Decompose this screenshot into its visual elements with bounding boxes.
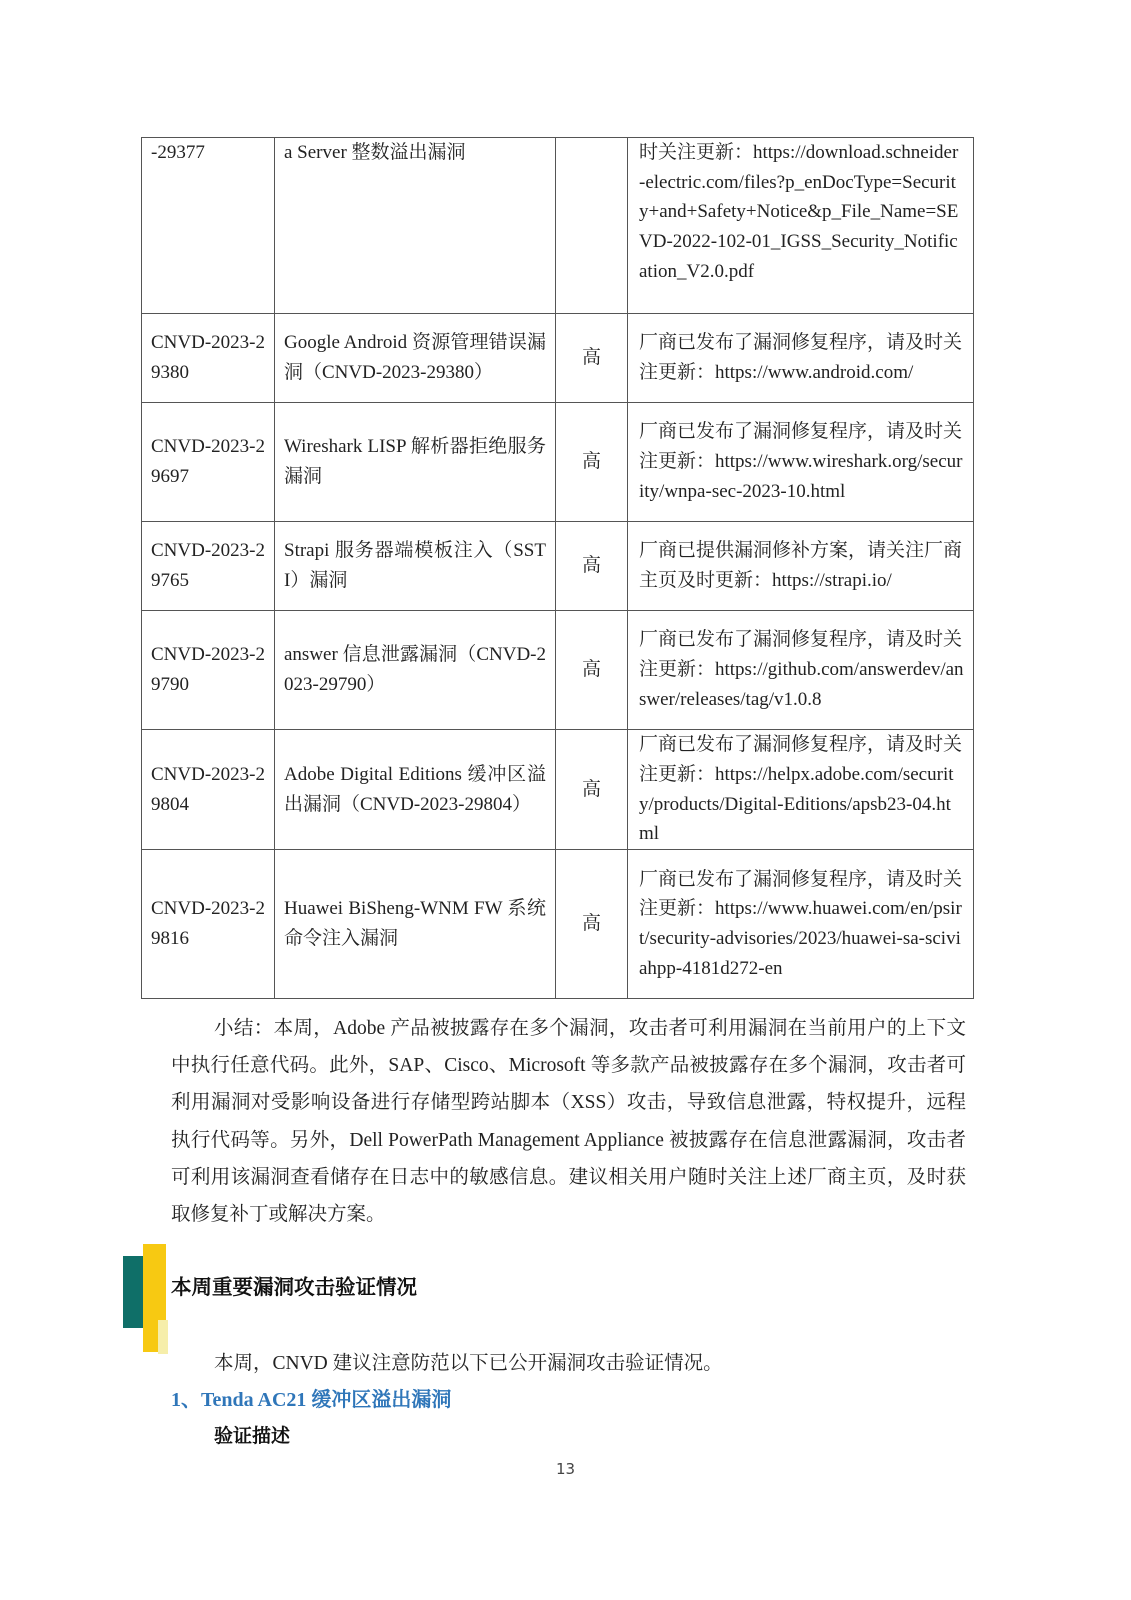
vuln-name-cell: Huawei BiSheng-WNM FW 系统命令注入漏洞	[275, 850, 556, 999]
cnvd-id-cell: CNVD-2023-29380	[142, 314, 275, 403]
intro-paragraph: 本周，CNVD 建议注意防范以下已公开漏洞攻击验证情况。	[214, 1353, 723, 1374]
page-number: 13	[555, 1460, 576, 1478]
table-row	[142, 611, 974, 730]
severity-cell: 高	[556, 611, 628, 730]
cnvd-id-cell: CNVD-2023-29697	[142, 403, 275, 522]
table-row	[142, 730, 974, 850]
fix-cell: 时关注更新：https://download.schneider-electric.com/files?p_enDocType=Security+and+Safety+Notice&p_File_Name=SEVD-2022-102-01_IGSS_Security_Notification_V2.0.pdf	[628, 138, 974, 314]
vuln-name-cell: Adobe Digital Editions 缓冲区溢出漏洞（CNVD-2023-29804）	[275, 730, 556, 850]
summary-paragraph: 小结：本周，Adobe 产品被披露存在多个漏洞，攻击者可利用漏洞在当前用户的上下文中执行任意代码。此外，SAP、Cisco、Microsoft 等多款产品被披露存在多个漏洞，攻击者可利用漏洞对受影响设备进行存储型跨站脚本（XSS）攻击，导致信息泄露，特权提升，远程执行代码等。另外，Dell PowerPath Management Appliance 被披露存在信息泄露漏洞，攻击者可利用该漏洞查看储存在日志中的敏感信息。建议相关用户随时关注上述厂商主页，及时获取修复补丁或解决方案。	[171, 1018, 966, 1226]
section-decoration-pale	[158, 1320, 168, 1354]
cnvd-id-cell: CNVD-2023-29816	[142, 850, 275, 999]
severity-cell: 高	[556, 730, 628, 850]
table-row	[142, 314, 974, 403]
section-title: 本周重要漏洞攻击验证情况	[171, 1275, 417, 1299]
severity-cell: 高	[556, 314, 628, 403]
vuln-name-cell: Wireshark LISP 解析器拒绝服务漏洞	[275, 403, 556, 522]
severity-cell	[556, 138, 628, 314]
severity-cell: 高	[556, 522, 628, 611]
vuln-name-cell: Google Android 资源管理错误漏洞（CNVD-2023-29380）	[275, 314, 556, 403]
fix-cell: 厂商已发布了漏洞修复程序，请及时关注更新：https://www.huawei.com/en/psirt/security-advisories/2023/huawei-sa-scivi ahpp-4181d272-en	[628, 850, 974, 999]
vuln-name-cell: answer 信息泄露漏洞（CNVD-2023-29790）	[275, 611, 556, 730]
cnvd-id-cell: CNVD-2023-29765	[142, 522, 275, 611]
table-row	[142, 850, 974, 999]
vuln-subheading: 1、Tenda AC21 缓冲区溢出漏洞	[171, 1389, 452, 1411]
table-row	[142, 138, 974, 314]
severity-cell: 高	[556, 403, 628, 522]
cnvd-id-cell: CNVD-2023-29804	[142, 730, 275, 850]
severity-cell: 高	[556, 850, 628, 999]
fix-cell: 厂商已发布了漏洞修复程序，请及时关注更新：https://helpx.adobe.com/security/products/Digital-Editions/apsb23-04.html	[628, 730, 974, 850]
vulnerability-table	[141, 137, 974, 999]
fix-cell: 厂商已发布了漏洞修复程序，请及时关注更新：https://www.android.com/	[628, 314, 974, 403]
vuln-name-cell: Strapi 服务器端模板注入（SSTI）漏洞	[275, 522, 556, 611]
cnvd-id-cell: -29377	[142, 138, 275, 314]
table-row	[142, 522, 974, 611]
vuln-name-cell: a Server 整数溢出漏洞	[275, 138, 556, 314]
fix-cell: 厂商已发布了漏洞修复程序，请及时关注更新：https://www.wireshark.org/security/wnpa-sec-2023-10.html	[628, 403, 974, 522]
verification-label: 验证描述	[214, 1425, 291, 1447]
table-row	[142, 403, 974, 522]
fix-cell: 厂商已提供漏洞修补方案，请关注厂商主页及时更新：https://strapi.io/	[628, 522, 974, 611]
cnvd-id-cell: CNVD-2023-29790	[142, 611, 275, 730]
fix-cell: 厂商已发布了漏洞修复程序，请及时关注更新：https://github.com/answerdev/answer/releases/tag/v1.0.8	[628, 611, 974, 730]
